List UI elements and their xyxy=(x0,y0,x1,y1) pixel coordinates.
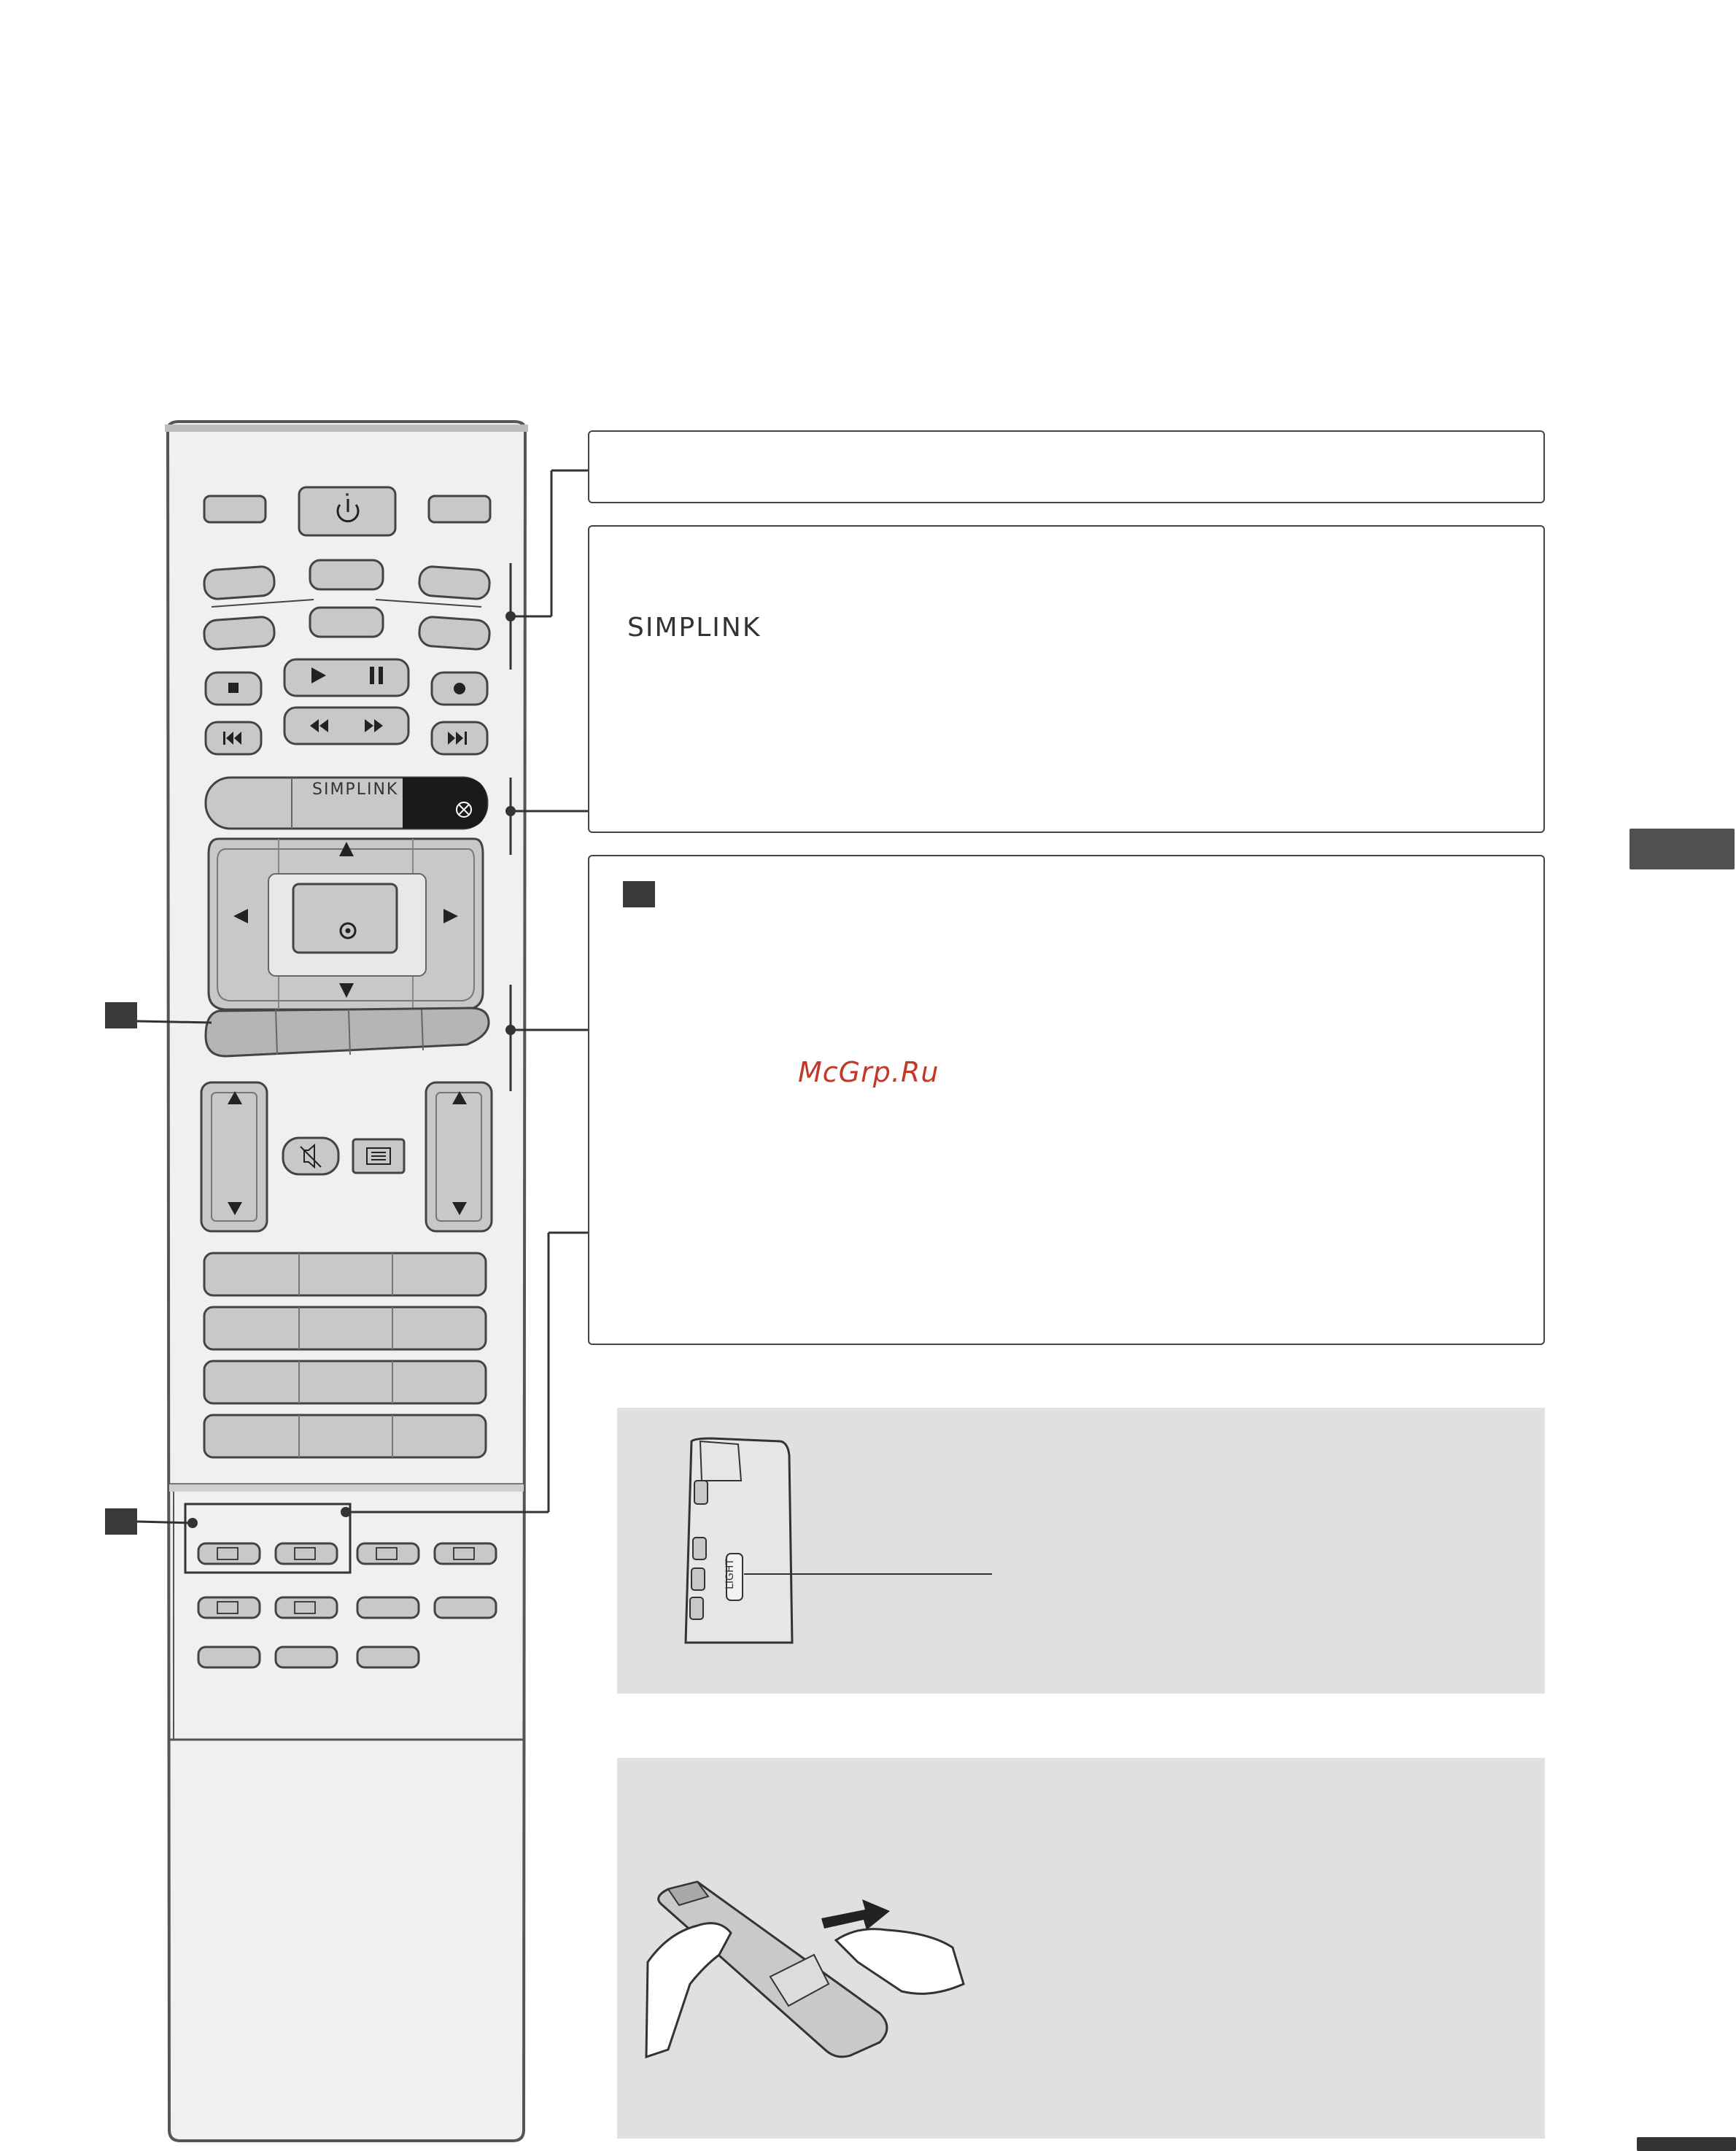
top-left-button[interactable] xyxy=(204,496,266,522)
rewind-forward-button[interactable] xyxy=(284,708,408,744)
top-right-button[interactable] xyxy=(429,496,490,522)
stop-icon xyxy=(228,683,239,693)
small-button-7[interactable] xyxy=(357,1597,419,1618)
small-button-10[interactable] xyxy=(276,1647,337,1667)
keypad-row-4[interactable] xyxy=(204,1415,486,1457)
light-label: LIGHT xyxy=(724,1559,736,1589)
mode-button-3[interactable] xyxy=(419,566,491,600)
small-button-1[interactable] xyxy=(198,1543,260,1564)
battery-cover-illustration xyxy=(639,1875,1018,2086)
record-icon xyxy=(454,683,465,694)
chapter-tab xyxy=(1630,829,1735,869)
mode-button-5[interactable] xyxy=(310,608,383,637)
small-button-3[interactable] xyxy=(357,1543,419,1564)
callout-marker xyxy=(623,881,655,907)
keypad-row-1[interactable] xyxy=(204,1253,486,1295)
info-panel-battery xyxy=(617,1758,1545,2139)
keypad-row-2[interactable] xyxy=(204,1307,486,1349)
mode-button-2[interactable] xyxy=(310,560,383,589)
callout-box-power xyxy=(588,430,1545,503)
callout-box-color-buttons xyxy=(588,855,1545,1345)
play-pause-button[interactable] xyxy=(284,659,408,696)
section-marker-1 xyxy=(105,1002,137,1028)
mode-button-4[interactable] xyxy=(204,616,276,651)
small-button-9[interactable] xyxy=(198,1647,260,1667)
mode-button-1[interactable] xyxy=(204,566,276,600)
small-button-5[interactable] xyxy=(198,1597,260,1618)
watermark: McGrp.Ru xyxy=(798,1056,939,1088)
small-button-2[interactable] xyxy=(276,1543,337,1564)
simplink-logo-text: SIMPLINK xyxy=(627,613,762,643)
remote-simplink-label: SIMPLINK xyxy=(312,780,399,799)
section-marker-2 xyxy=(105,1508,137,1535)
small-button-8[interactable] xyxy=(435,1597,496,1618)
mode-button-6[interactable] xyxy=(419,616,491,651)
page-bottom-tab xyxy=(1637,2137,1736,2151)
small-button-6[interactable] xyxy=(276,1597,337,1618)
small-button-11[interactable] xyxy=(357,1647,419,1667)
small-button-4[interactable] xyxy=(435,1543,496,1564)
simplink-logo xyxy=(627,613,761,643)
ok-button[interactable] xyxy=(293,884,397,953)
slide-arrow-icon xyxy=(821,1899,890,1930)
remote-side-view-illustration xyxy=(686,1438,992,1643)
keypad-row-3[interactable] xyxy=(204,1361,486,1403)
callout-box-simplink xyxy=(588,525,1545,833)
